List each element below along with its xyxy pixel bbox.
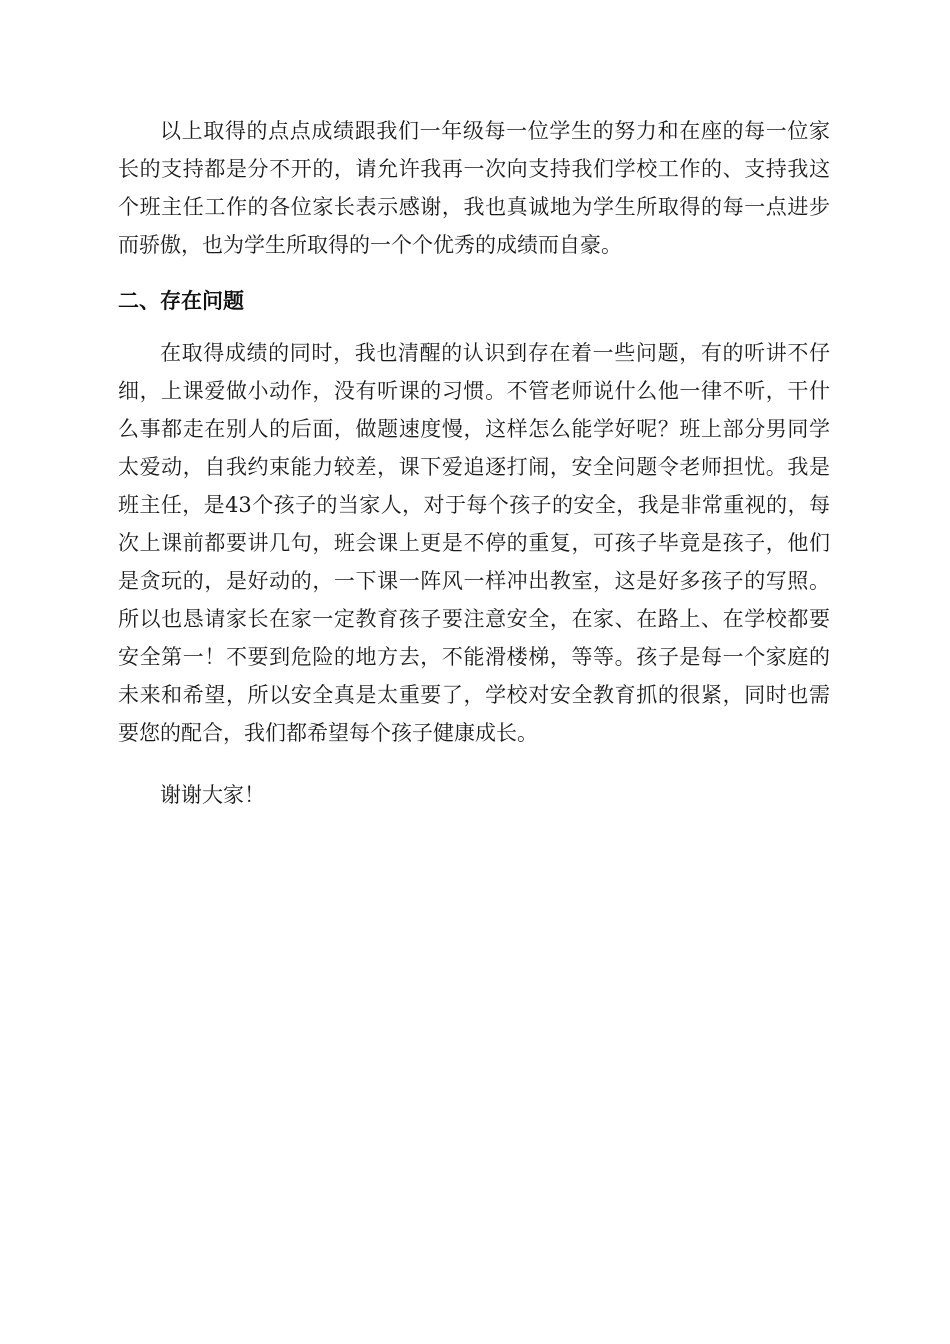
- section-heading-problems: 二、存在问题: [118, 289, 244, 313]
- body-paragraph-problems: 在取得成绩的同时，我也清醒的认识到存在着一些问题，有的听讲不仔细，上课爱做小动作，没有听课的习惯。不管老师说什么他一律不听，干什么事都走在别人的后面，做题速度慢，这样怎么能学好呢？班上部分男同学太爱动，自我约束能力较差，课下爱追逐打闹，安全问题令老师担忧。我是班主任，是43个孩子的当家人，对于每个孩子的安全，我是非常重视的，每次上课前都要讲几句，班会课上更是不停的重复，可孩子毕竟是孩子，他们是贪玩的，是好动的，一下课一阵风一样冲出教室，这是好多孩子的写照。所以也恳请家长在家一定教育孩子要注意安全，在家、在路上、在学校都要安全第一！不要到危险的地方去，不能滑楼梯，等等。孩子是每一个家庭的未来和希望，所以安全真是太重要了，学校对安全教育抓的很紧，同时也需要您的配合，我们都希望每个孩子健康成长。: [118, 341, 830, 745]
- document-body: [118, 112, 830, 814]
- body-paragraph-gratitude: 以上取得的点点成绩跟我们一年级每一位学生的努力和在座的每一位家长的支持都是分不开的，请允许我再一次向支持我们学校工作的、支持我这个班主任工作的各位家长表示感谢，我也真诚地为学生所取得的每一点进步而骄傲，也为学生所取得的一个个优秀的成绩而自豪。: [118, 119, 830, 257]
- closing-thanks: 谢谢大家！: [160, 783, 265, 807]
